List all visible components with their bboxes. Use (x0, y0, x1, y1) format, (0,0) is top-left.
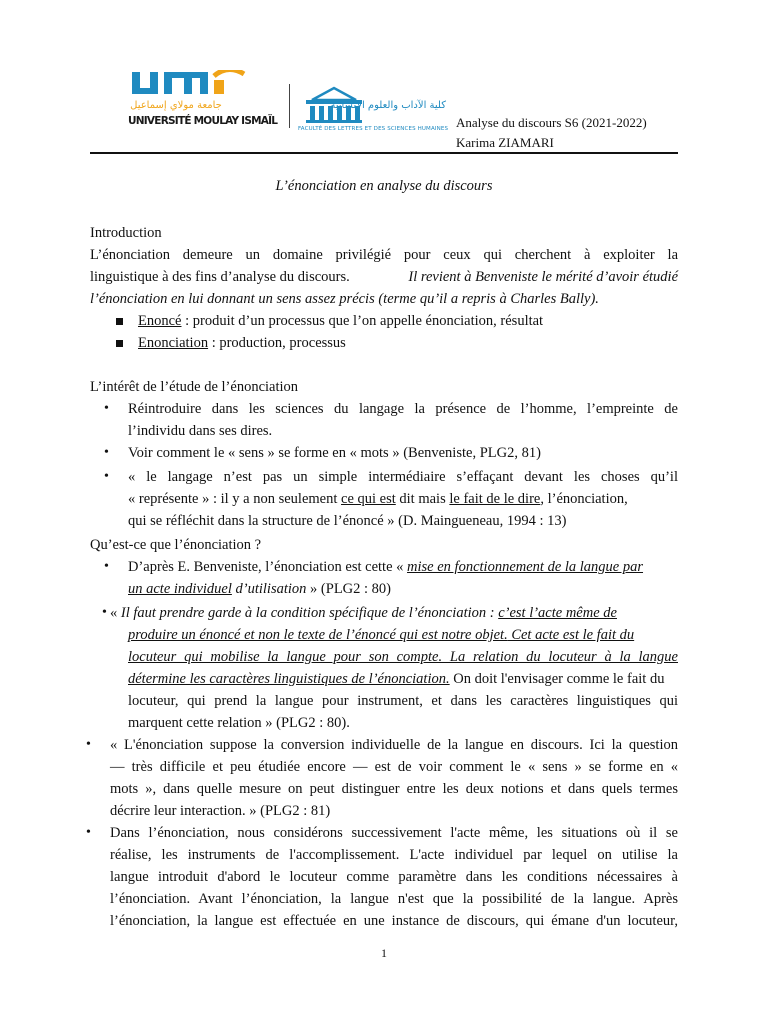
definition-bullet-3-line-1: « L'énonciation suppose la conversion individuelle de la langue en discours. Ici la question (110, 737, 678, 753)
text-segment: dit mais (395, 491, 450, 507)
umi-french-name: UNIVERSITÉ MOULAY ISMAÏL (128, 115, 278, 127)
quote-underlined: un acte individuel (128, 581, 232, 597)
faculty-arabic-name: كلية الآداب والعلوم الإنسانية (330, 100, 446, 111)
definition-enonciation (138, 332, 346, 354)
bullet-dot: • (104, 469, 109, 484)
quote-underlined: produire un énoncé et non le texte de l’énoncé qui est notre objet. (128, 627, 508, 643)
underlined-le-fait-de-le-dire: le fait de le dire (449, 491, 541, 507)
definition-enonce (138, 310, 543, 332)
text-segment: On doit l'envisager comme le fait du (449, 671, 665, 687)
intro-line-1: L’énonciation demeure un domaine privilégié pour ceux qui cherchent à exploiter la (90, 247, 678, 263)
term-enonce: Enoncé (138, 313, 182, 329)
definition-bullet-3-line-2: — très difficile et peu étudiée encore — est de voir comment le « sens » se forme en « (110, 759, 678, 775)
intro-line-3: l’énonciation en lui donnant un sens assez précis (terme qu’il a repris à Charles Bally). (90, 291, 599, 307)
definition-bullet-3-line-4: décrire leur interaction. » (PLG2 : 81) (110, 803, 331, 819)
square-bullet (116, 340, 123, 347)
bullet-dot: • (86, 737, 91, 752)
page-number: 1 (381, 946, 387, 960)
bullet-dot: • (104, 559, 109, 574)
definition-bullet-2-line-2 (128, 624, 634, 646)
underlined-ce-qui-est: ce qui est (341, 491, 396, 507)
definition-bullet-1-line-1 (128, 556, 643, 578)
term-enonciation: Enonciation (138, 335, 209, 351)
definition-bullet-2-line-6: marquent cette relation » (PLG2 : 80). (128, 715, 350, 731)
interet-bullet-1-line-2: l’individu dans ses dires. (128, 423, 273, 439)
definition-bullet-2-line-4 (128, 668, 664, 690)
definition-bullet-4-line-2: réalise, les instruments de l'accomplissement. L'acte individuel par lequel on utilise la (110, 847, 678, 863)
umi-university-logo (128, 70, 278, 130)
umi-arabic-name: جامعة مولاي إسماعيل (130, 100, 222, 111)
definition-enonce-text: : produit d’un processus que l’on appelle énonciation, résultat (181, 313, 544, 329)
intro-line-2-plain: linguistique à des fins d’analyse du discours. (90, 269, 350, 285)
text-segment: D’après E. Benveniste, l’énonciation est cette « (128, 559, 408, 575)
intro-line-2 (90, 266, 678, 288)
bullet-dot: • (86, 825, 91, 840)
definition-bullet-2-line-3: locuteur qui mobilise la langue pour son compte. La relation du locuteur à la langue (128, 649, 678, 665)
faculty-french-name: FACULTÉ DES LETTRES ET DES SCIENCES HUMAINES (298, 126, 448, 132)
interet-bullet-1-line-1: Réintroduire dans les sciences du langage la présence de l’homme, l’empreinte de (128, 401, 678, 417)
definition-enonciation-text: : production, processus (208, 335, 346, 351)
definition-bullet-4-line-4: l’énonciation. Avant l’énonciation, la langue n'est que la possibilité de la langue. Après (110, 891, 678, 907)
interet-bullet-3-line-3: qui se réfléchit dans la structure de l’énoncé » (D. Maingueneau, 1994 : 13) (128, 513, 567, 529)
interet-bullet-2: Voir comment le « sens » se forme en « mots » (Benveniste, PLG2, 81) (128, 445, 541, 461)
text-segment: « représente » : il y a non seulement (128, 491, 342, 507)
faculty-logo (298, 82, 448, 132)
quote-italic: Il faut prendre garde à la condition spécifique de l’énonciation : (120, 605, 499, 621)
quote-underlined: Cet acte est le fait du (507, 627, 635, 643)
section-heading-interet: L’intérêt de l’étude de l’énonciation (90, 379, 299, 395)
quote-italic: d’utilisation (231, 581, 307, 597)
quote-underlined: détermine les caractères linguistiques de l’énonciation. (128, 671, 450, 687)
definition-bullet-4-line-5: l’énonciation, la langue est effectuée en une instance de discours, qui émane d'un locuteur, (110, 913, 678, 929)
document-title: L’énonciation en analyse du discours (275, 178, 493, 194)
definition-bullet-2-line-1 (110, 602, 678, 624)
interet-bullet-3-line-1: « le langage n’est pas un simple intermédiaire s’effaçant devant les choses qu’il (128, 469, 678, 485)
definition-bullet-4-line-3: langue introduit d'abord le locuteur comme paramètre dans les conditions nécessaires à (110, 869, 678, 885)
definition-bullet-2-line-5: locuteur, qui prend la langue pour instrument, et dans les caractères linguistiques qui (128, 693, 678, 709)
course-title: Analyse du discours S6 (2021-2022) (456, 115, 647, 130)
definition-bullet-1-line-2 (128, 578, 391, 600)
header-rule (90, 152, 678, 154)
interet-bullet-3-line-2 (128, 488, 628, 510)
quote-italic: mise en fonctionnement de la langue par (407, 559, 644, 575)
bullet-dot: • (102, 605, 107, 620)
section-heading-definition: Qu’est-ce que l’énonciation ? (90, 537, 262, 553)
intro-line-2-italic: Il revient à Benveniste le mérité d’avoir étudié (408, 269, 678, 285)
section-heading-introduction: Introduction (90, 225, 162, 241)
bullet-dot: • (104, 401, 109, 416)
definition-bullet-4-line-1: Dans l’énonciation, nous considérons successivement l'acte même, les situations où il se (110, 825, 678, 841)
text-segment: « (110, 605, 121, 621)
square-bullet (116, 318, 123, 325)
bullet-dot: • (104, 445, 109, 460)
author-name: Karima ZIAMARI (456, 135, 554, 150)
citation: » (PLG2 : 80) (306, 581, 392, 597)
text-segment: , l’énonciation, (540, 491, 628, 507)
definition-bullet-3-line-3: mots », dans quelle mesure on peut distinguer entre les deux notions et dans quels termes (110, 781, 678, 797)
quote-underlined: c’est l’acte même de (498, 605, 617, 621)
logo-separator (289, 84, 290, 128)
